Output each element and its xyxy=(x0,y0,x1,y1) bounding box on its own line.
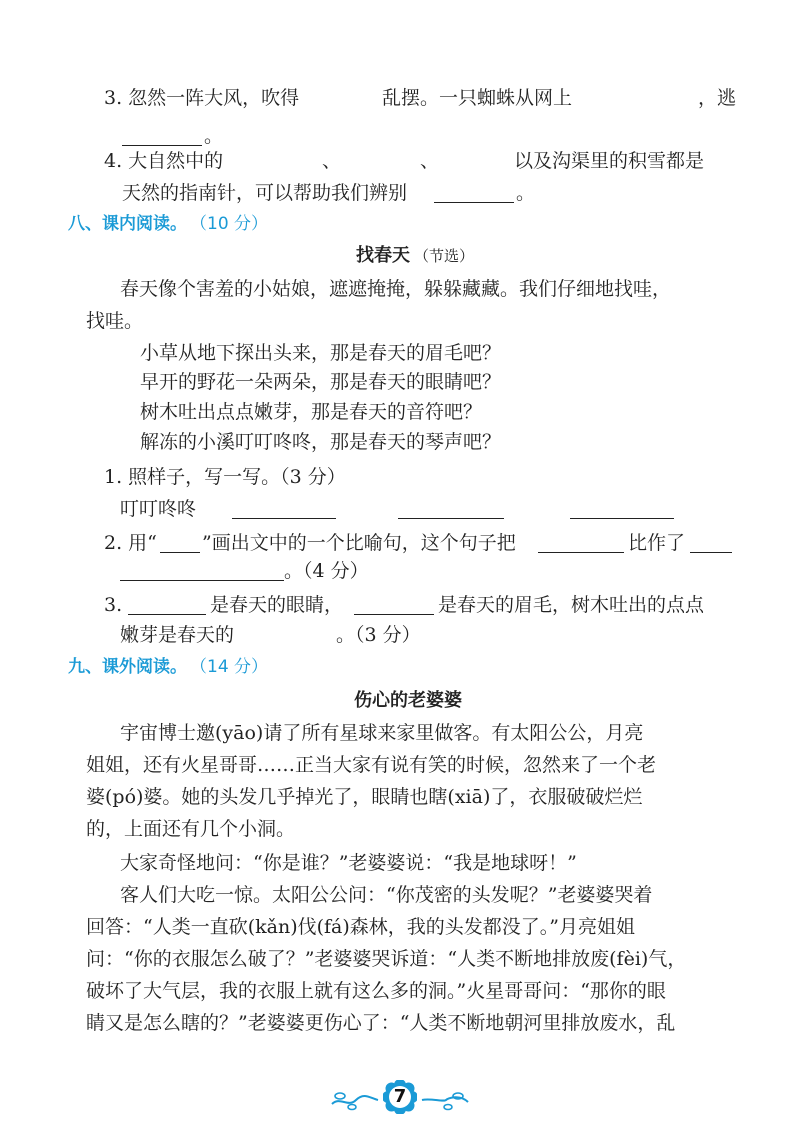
passage-text: 早开的野花一朵两朵，那是春天的眼睛吧？ xyxy=(140,371,502,393)
q8-1-example: 叮叮咚咚 xyxy=(120,498,197,520)
section-8-score: （10 分） xyxy=(190,214,269,234)
story-text: 破坏了大气层，我的衣服上就有这么多的洞。”火星哥哥问：“那你的眼 xyxy=(86,980,666,1002)
q8-1-prompt: 1. 照样子，写一写。（3 分） xyxy=(104,466,346,488)
q7-4-text-d: 。 xyxy=(516,182,536,204)
q7-4-blank-4[interactable] xyxy=(434,202,514,203)
story-text: 的，上面还有几个小洞。 xyxy=(86,818,296,840)
q7-4-text-a: 4. 大自然中的 xyxy=(104,150,224,172)
right-vine-icon xyxy=(420,1088,470,1112)
q8-2-text-a: 2. 用“ xyxy=(104,532,157,554)
q8-3-text-b: 是春天的眼睛， xyxy=(210,594,344,616)
q8-1-blank-3[interactable] xyxy=(570,518,674,519)
q8-3-text-e: 。（3 分） xyxy=(336,624,421,646)
story-text: 回答：“人类一直砍(kǎn)伐(fá)森林，我的头发都没了。”月亮姐姐 xyxy=(86,916,636,938)
story-line xyxy=(0,715,800,751)
story-text: 问：“你的衣服怎么破了？”老婆婆哭诉道：“人类不断地排放废(fèi)气， xyxy=(86,948,687,970)
q8-3-text-a: 3. xyxy=(104,594,123,616)
passage-title-note: （节选） xyxy=(414,247,475,265)
page-number: 7 xyxy=(393,1086,407,1107)
q8-3-text-d: 嫩芽是春天的 xyxy=(120,624,235,646)
passage-line xyxy=(0,424,800,460)
page-footer xyxy=(0,1074,800,1122)
q8-2-text-b: ”画出文中的一个比喻句，这个句子把 xyxy=(202,532,516,554)
q8-2-blank-3[interactable] xyxy=(120,580,284,581)
q8-3-blank-1[interactable] xyxy=(128,614,206,615)
story-line xyxy=(0,973,800,1009)
q8-1-blank-2[interactable] xyxy=(398,518,504,519)
section-9-heading xyxy=(0,649,800,685)
section-9-score: （14 分） xyxy=(190,657,269,677)
left-vine-icon xyxy=(330,1088,380,1112)
story-text: 宇宙博士邀(yāo)请了所有星球来家里做客。有太阳公公，月亮 xyxy=(120,722,644,744)
q8-3-line2 xyxy=(0,617,800,653)
story-line xyxy=(0,1005,800,1041)
q7-4-sep-1: 、 xyxy=(322,150,342,172)
story-title: 伤心的老婆婆 xyxy=(354,690,462,711)
q8-1-blank-1[interactable] xyxy=(232,518,336,519)
section-8-title: 八、课内阅读。 xyxy=(68,214,187,234)
q7-3-text-c: ，逃 xyxy=(698,87,737,109)
q8-1-line1 xyxy=(0,459,800,495)
section-8-heading xyxy=(0,206,800,242)
story-line xyxy=(0,941,800,977)
q8-3-text-c: 是春天的眉毛，树木吐出的点点 xyxy=(438,594,705,616)
story-line xyxy=(0,909,800,945)
passage-text: 小草从地下探出头来，那是春天的眉毛吧？ xyxy=(140,342,502,364)
story-text: 婆(pó)婆。她的头发几乎掉光了，眼睛也瞎(xiā)了，衣服破破烂烂 xyxy=(86,786,643,808)
passage-text: 春天像个害羞的小姑娘，遮遮掩掩，躲躲藏藏。我们仔细地找哇， xyxy=(120,278,672,300)
story-line xyxy=(0,811,800,847)
q7-3-text-b: 乱摆。一只蜘蛛从网上 xyxy=(382,87,573,109)
q7-3-text-d: 。 xyxy=(204,125,224,147)
q7-4-line1 xyxy=(0,143,800,179)
passage-title: 找春天 xyxy=(356,245,410,266)
q7-4-text-b: 以及沟渠里的积雪都是 xyxy=(514,150,705,172)
passage-text: 解冻的小溪叮叮咚咚，那是春天的琴声吧？ xyxy=(140,431,502,453)
section-9-title: 九、课外阅读。 xyxy=(68,657,187,677)
q7-3-text-a: 3. 忽然一阵大风，吹得 xyxy=(104,87,300,109)
story-line xyxy=(0,779,800,815)
story-text: 客人们大吃一惊。太阳公公问：“你茂密的头发呢？”老婆婆哭着 xyxy=(120,884,653,906)
story-text: 姐姐，还有火星哥哥……正当大家有说有笑的时候，忽然来了一个老 xyxy=(86,754,657,776)
passage-text: 找哇。 xyxy=(86,310,144,332)
passage-text: 树木吐出点点嫩芽，那是春天的音符吧？ xyxy=(140,401,483,423)
q7-3-line1 xyxy=(0,80,800,116)
story-line xyxy=(0,845,800,881)
q8-2-text-c: 比作了 xyxy=(628,532,686,554)
q8-3-blank-2[interactable] xyxy=(354,614,434,615)
passage-line xyxy=(0,271,800,307)
story-line xyxy=(0,877,800,913)
story-title-line xyxy=(0,683,800,719)
q8-2-line2 xyxy=(0,553,800,589)
story-line xyxy=(0,747,800,783)
q7-4-text-c: 天然的指南针，可以帮助我们辨别 xyxy=(122,182,408,204)
story-text: 睛又是怎么瞎的？”老婆婆更伤心了：“人类不断地朝河里排放废水，乱 xyxy=(86,1012,676,1034)
q7-4-sep-2: 、 xyxy=(420,150,440,172)
passage-line xyxy=(0,303,800,339)
passage-title-line xyxy=(0,238,800,274)
q8-1-line2 xyxy=(0,491,800,527)
story-text: 大家奇怪地问：“你是谁？”老婆婆说：“我是地球呀！” xyxy=(120,852,577,874)
q8-2-text-d: 。（4 分） xyxy=(284,560,369,582)
